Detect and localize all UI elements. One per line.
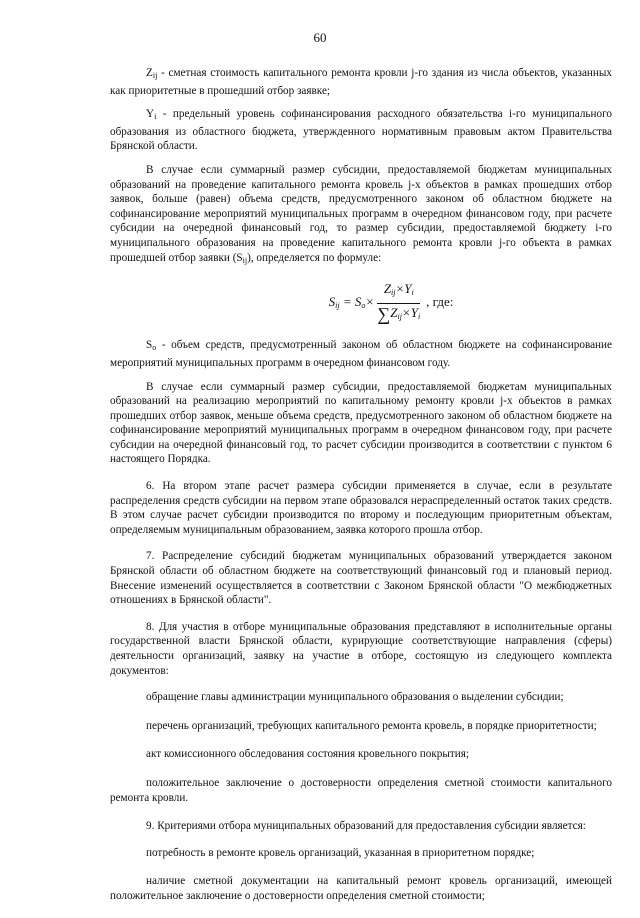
var-s-sub: o xyxy=(152,343,157,353)
sum-icon: ∑ xyxy=(377,303,391,324)
paragraph-yi xyxy=(110,107,612,154)
formula-times: × xyxy=(365,294,375,310)
num-z-sub: ij xyxy=(391,288,396,298)
num-times: × xyxy=(395,281,405,297)
formula-fraction xyxy=(377,282,420,324)
paragraph-8: 8. Для участия в отборе муниципальные образования представляют в исполнительные органы государственной власти Брянской области, курирующие соответствующие направления (сферы) деятельности организаций, заявку на участие в отборе, состоящую из следующего комплекта документов: xyxy=(110,620,612,677)
den-z-sub: ij xyxy=(397,311,402,321)
den-y-sub: i xyxy=(417,311,421,321)
num-y: Y xyxy=(404,281,412,297)
list-item-org-list: перечень организаций, требующих капитального ремонта кровель, в порядке приоритетности; xyxy=(146,719,597,732)
num-y-sub: i xyxy=(411,288,414,298)
var-z-sub: ij xyxy=(152,71,158,80)
var-y: Y xyxy=(146,108,155,121)
var-s: S xyxy=(146,339,153,352)
paragraph-zij-text: - сметная стоимость капитального ремонта кровли j-го здания из числа объектов, указанных как приоритетные в прошедший отбор заявке; xyxy=(110,67,613,97)
paragraph-so-text: - объем средств, предусмотренный законом об областном бюджете на софинансирование мероприятий муниципальных программ в очередном финансовом году. xyxy=(110,339,612,369)
formula-lhs-sub: ij xyxy=(335,301,340,311)
formula-eq-sub: o xyxy=(361,301,366,311)
formula xyxy=(170,282,612,324)
paragraph-case-greater xyxy=(110,163,612,268)
page-number: 60 xyxy=(313,30,327,45)
paragraph-6: 6. На втором этапе расчет размера субсидии применяется в случае, если в результате распределения средств субсидии на первом этапе образовался нераспределенный остаток таких средств. В этом случае расчет субсидии производится по второму и последующим приоритетным объектам, определяемым муниципальным образованием, заявка которого прошла отбор. xyxy=(110,480,612,536)
formula-numerator xyxy=(377,282,420,304)
list-item-conclusion: положительное заключение о достоверности определения сметной стоимости капитального ремонта кровли. xyxy=(110,776,612,804)
formula-tail: , где: xyxy=(426,294,454,310)
list-item-inspection-act: акт комиссионного обследования состояния кровельного покрытия; xyxy=(146,748,470,761)
sij-sub: ij xyxy=(242,255,248,265)
formula-denominator xyxy=(377,304,420,325)
num-z: Z xyxy=(383,281,392,297)
paragraph-so xyxy=(110,338,612,370)
paragraph-zij xyxy=(110,66,612,98)
formula-lhs: S xyxy=(328,294,336,310)
var-y-sub: i xyxy=(154,112,157,122)
document-body xyxy=(110,66,612,918)
var-z: Z xyxy=(146,67,153,79)
paragraph-9: 9. Критериями отбора муниципальных образований для предоставления субсидии является: xyxy=(146,820,586,833)
paragraph-yi-text: - предельный уровень софинансирования расходного обязательства i-го муниципального образования из областного бюджета, утвержденного нормативным правовым актом Правительства Брянской области. xyxy=(110,108,612,153)
den-y: Y xyxy=(410,304,418,320)
list-item-estimate: наличие сметной документации на капитальный ремонт кровель организаций, имеющей положительное заключение о достоверности определения сметной стоимости; xyxy=(110,875,612,902)
paragraph-case-greater-text: В случае если суммарный размер субсидии, предоставляемой бюджетам муниципальных образований на проведение капитального ремонта кровель j-х объектов в рамках прошедших отбор заявок, больше (равен) объема средств, предусмотренного законом об областном бюджете на софинансирование мероприятий муниципальных программ в очередном финансовом году, при расчете субсидии на очередной финансовый год, то размер субсидии, предоставляемой бюджету i-го муниципального образования на проведение капитального ремонта кровли j-го объекта в рамках прошедшей отбор заявки (S xyxy=(110,163,612,264)
formula-eq: = S xyxy=(342,294,362,310)
paragraph-case-greater-end: ), определяется по формуле: xyxy=(247,251,382,264)
paragraph-7: 7. Распределение субсидий бюджетам муниципальных образований утверждается законом Брянской области об областном бюджете на соответствующий финансовый год и плановый период. Внесение изменений осуществляется в соответствии с Законом Брянской области "О межбюджетных отношениях в Брянской области". xyxy=(110,550,612,607)
paragraph-case-less: В случае если суммарный размер субсидии, предоставляемой бюджетам муниципальных образований на реализацию мероприятий по капитальному ремонту кровли j-х объектов в рамках прошедших отбор заявок, меньше объема средств, предусмотренного законом об областном бюджете на софинансирование мероприятий муниципальных программ в очередном финансовом году, при расчете субсидии на очередной финансовый год, то расчет субсидии производится в соответствии с пунктом 6 настоящего Порядка. xyxy=(110,380,612,466)
den-times: × xyxy=(401,304,411,320)
list-item-appeal: обращение главы администрации муниципального образования о выделении субсидии; xyxy=(146,691,564,704)
list-item-need: потребность в ремонте кровель организаций, указанная в приоритетном порядке; xyxy=(146,846,535,859)
den-z: Z xyxy=(390,304,398,320)
